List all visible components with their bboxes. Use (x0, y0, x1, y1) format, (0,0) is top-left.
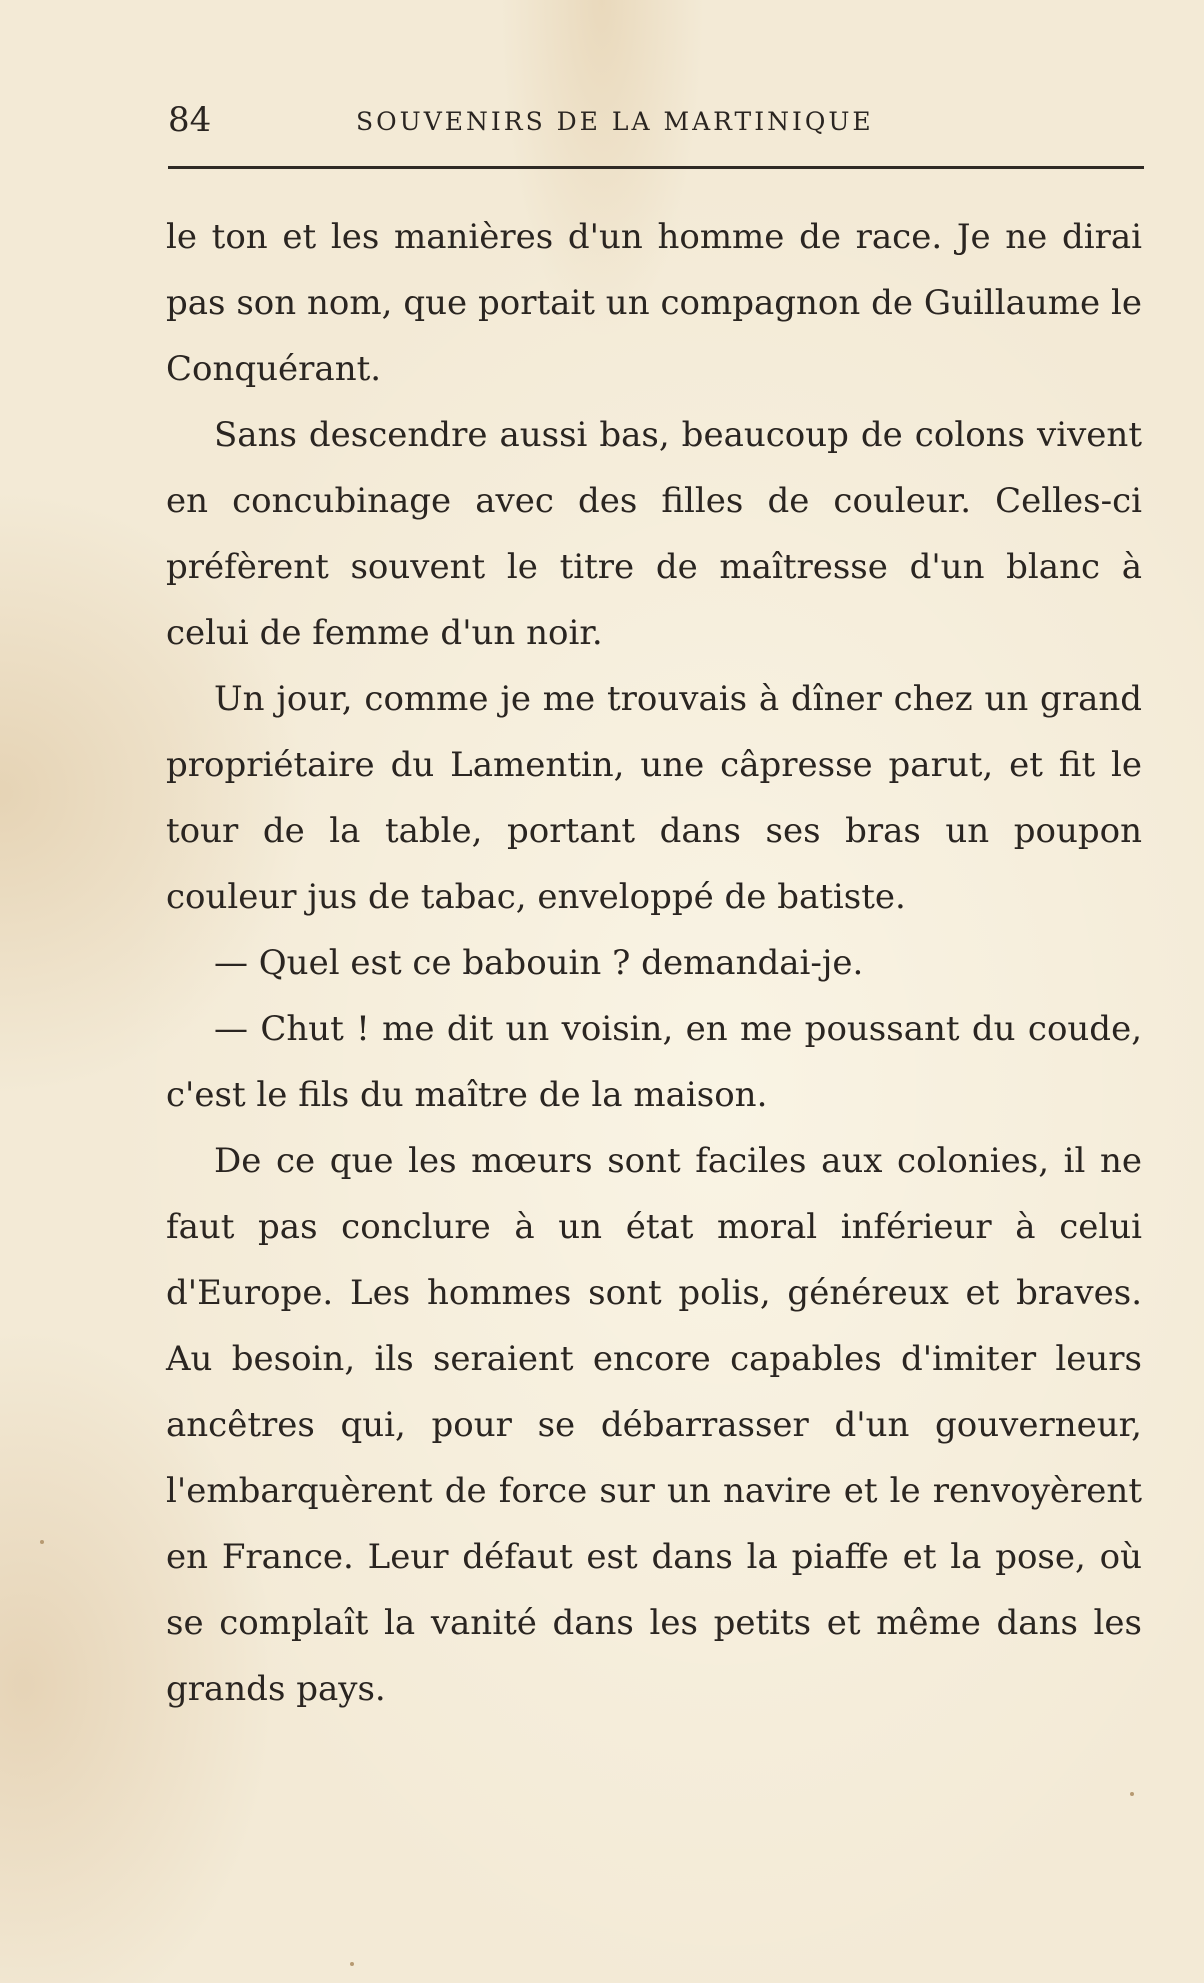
page-body (166, 204, 1142, 1722)
paper-speck (350, 1962, 354, 1966)
paragraph: le ton et les manières d'un homme de race. Je ne dirai pas son nom, que portait un compagnon de Guillaume le Conquérant. (166, 217, 1142, 389)
paper-speck (1130, 1792, 1134, 1796)
page-number: 84 (168, 100, 212, 140)
paragraph: Un jour, comme je me trouvais à dîner chez un grand propriétaire du Lamentin, une câpresse parut, et fit le tour de la table, portant dans ses bras un poupon couleur jus de tabac, enveloppé de batiste. (166, 679, 1142, 917)
paragraph: De ce que les mœurs sont faciles aux colonies, il ne faut pas conclure à un état moral inférieur à celui d'Europe. Les hommes sont polis, généreux et braves. Au besoin, ils seraient encore capables d'imiter leurs ancêtres qui, pour se débarrasser d'un gouverneur, l'embarquèrent de force sur un navire et le renvoyèrent en France. Leur défaut est dans la piaffe et la pose, où se complaît la vanité dans les petits et même dans les grands pays. (166, 1141, 1142, 1709)
dialogue-line: — Chut ! me dit un voisin, en me poussant du coude, c'est le fils du maître de la maison. (166, 1009, 1142, 1115)
header-rule (168, 166, 1144, 169)
paragraph: Sans descendre aussi bas, beaucoup de colons vivent en concubinage avec des filles de couleur. Celles-ci préfèrent souvent le titre de maîtresse d'un blanc à celui de femme d'un noir. (166, 415, 1142, 653)
page-header (168, 96, 1144, 144)
dialogue-line: — Quel est ce babouin ? demandai-je. (214, 943, 864, 983)
running-title: SOUVENIRS DE LA MARTINIQUE (356, 107, 874, 136)
paper-speck (40, 1540, 44, 1544)
